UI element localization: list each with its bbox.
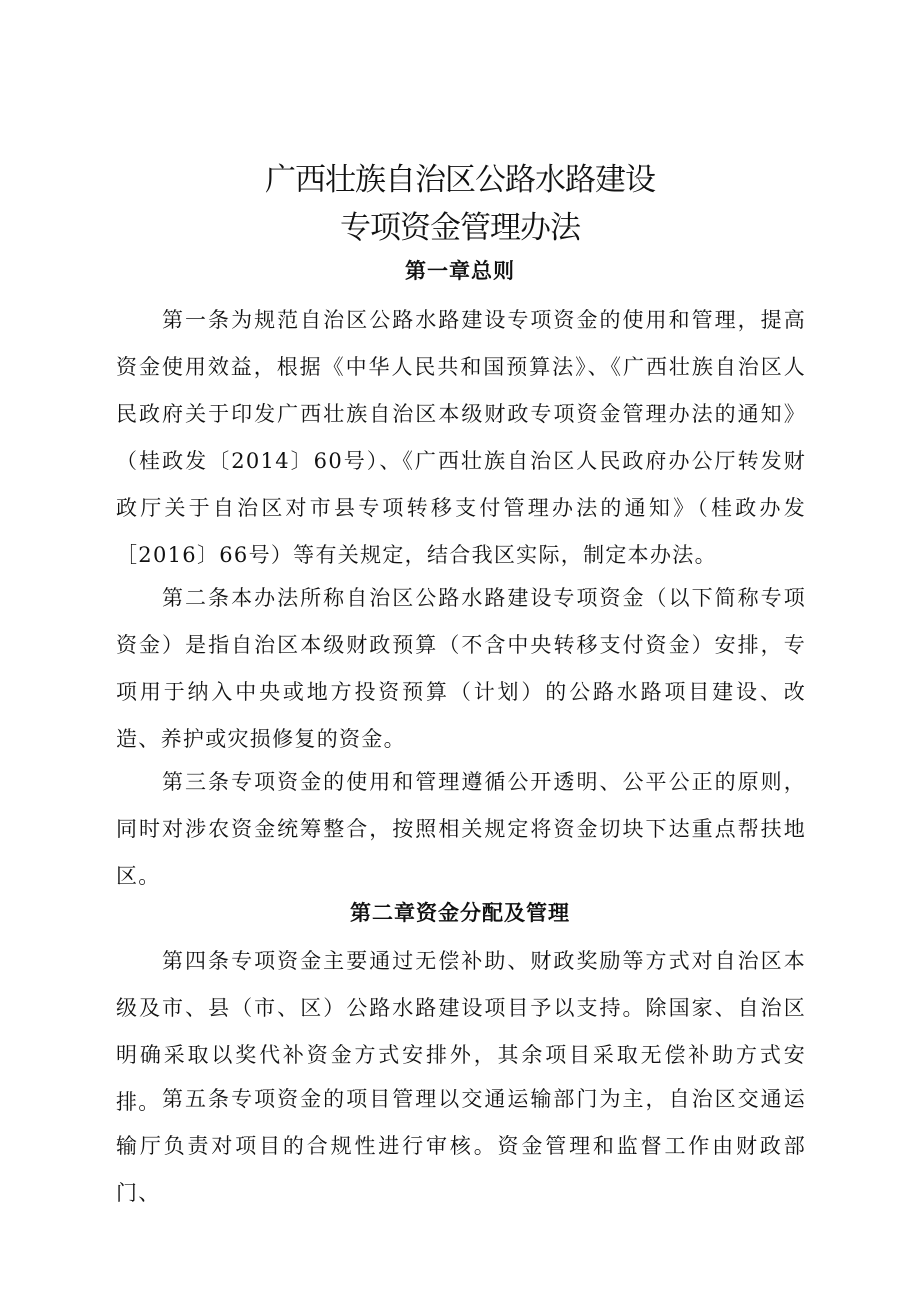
article-1: 第一条为规范自治区公路水路建设专项资金的使用和管理，提高资金使用效益，根据《中华人民共和国预算法》、《广西壮族自治区人民政府关于印发广西壮族自治区本级财政专项资金管理办法的通知》（桂政发〔2014〕60号）、《广西壮族自治区人民政府办公厅转发财政厅关于自治区对市县专项转移支付管理办法的通知》（桂政办发［2016〕66号）等有关规定，结合我区实际，制定本办法。 bbox=[116, 308, 806, 567]
chapter-2-heading: 第二章资金分配及管理 bbox=[350, 900, 570, 925]
document-title-line-2: 专项资金管理办法 bbox=[340, 210, 580, 246]
article-4: 第四条专项资金主要通过无偿补助、财政奖励等方式对自治区本级及市、县（市、区）公路水路建设项目予以支持。除国家、自治区明确采取以奖代补资金方式安排外，其余项目采取无偿补助方式安排。 bbox=[116, 949, 806, 1114]
chapter-1-heading: 第一章总则 bbox=[405, 258, 515, 283]
document-title-line-1: 广西壮族自治区公路水路建设 bbox=[265, 162, 655, 198]
article-3: 第三条专项资金的使用和管理遵循公开透明、公平公正的原则，同时对涉农资金统筹整合，按照相关规定将资金切块下达重点帮扶地区。 bbox=[116, 770, 806, 888]
article-2: 第二条本办法所称自治区公路水路建设专项资金（以下简称专项资金）是指自治区本级财政预算（不含中央转移支付资金）安排，专项用于纳入中央或地方投资预算（计划）的公路水路项目建设、改造、养护或灾损修复的资金。 bbox=[116, 586, 806, 751]
article-5: 第五条专项资金的项目管理以交通运输部门为主，自治区交通运输厅负责对项目的合规性进行审核。资金管理和监督工作由财政部门、 bbox=[116, 1087, 806, 1205]
